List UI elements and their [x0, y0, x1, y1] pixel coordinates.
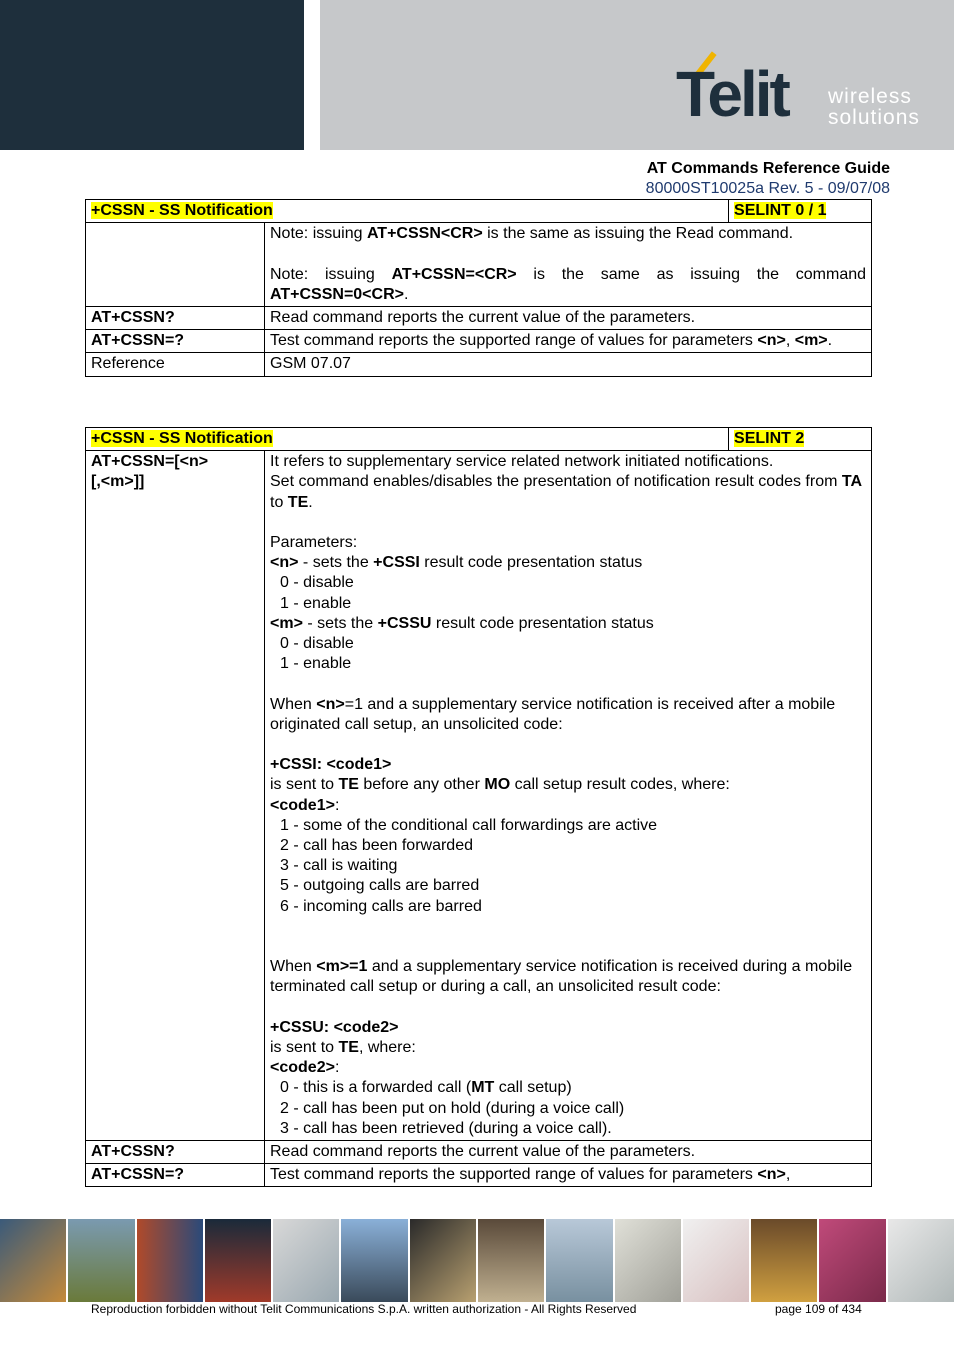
selint-badge: SELINT 0 / 1 [734, 202, 827, 219]
table-row [86, 451, 872, 1141]
command-name: AT+CSSN=? [91, 332, 185, 350]
command-name: AT+CSSN? [91, 309, 175, 326]
table-row [86, 1164, 872, 1187]
photo-tile [615, 1219, 681, 1302]
note-cell: Note: issuing AT+CSSN<CR> is the same as issuing the Read command. Note: issuing AT+CSSN=<CR> is the same as issuing the command AT+CSSN=0<CR>. [265, 223, 872, 307]
set-command-description: It refers to supplementary service related network initiated notifications. Set command enables/disables the presentation of notification result codes from TA to TE. Parameters: <n> - sets the +CSSI result code presentation status 0 - disable 1 - enable <m> - sets the +CSSU result code presentation status 0 - disable 1 - enable When <n>=1 and a supplementary service notification is received after a mobile originated call setup, an unsolicited code: +CSSI: <code1> is sent to TE before any other MO call setup result codes, where: <code1>: 1 - some of the conditional call forwardings are active 2 - call has been forwarded 3 - call is waiting 5 - outgoing calls are barred 6 - incoming calls are barred When <m>=1 and a supplementary service notification is received during a mobile terminated call setup or during a call, an unsolicited result code: +CSSU: <code2> is sent to TE, where: <code2>: 0 - this is a forwarded call (MT call setup) 2 - call has been put on hold (during a voice call) 3 - call has been retrieved (during a voice call). [265, 451, 872, 1141]
photo-tile [888, 1219, 954, 1302]
command-table-selint-2 [85, 427, 872, 1187]
table-row [86, 1141, 872, 1164]
photo-tile [273, 1219, 339, 1302]
selint-badge: SELINT 2 [734, 430, 805, 447]
reference-label: Reference [86, 353, 265, 376]
table-row [86, 223, 872, 307]
table-header-row [86, 200, 872, 223]
command-description: Test command reports the supported range of values for parameters <n>, [265, 1164, 872, 1187]
document-number: 80000ST10025a Rev. 5 - 09/07/08 [645, 180, 890, 197]
photo-tile [683, 1219, 749, 1302]
photo-tile [410, 1219, 476, 1302]
logo-tagline: wireless solutions [828, 85, 920, 129]
table-header-row [86, 428, 872, 451]
reference-value: GSM 07.07 [265, 353, 872, 376]
photo-tile [137, 1219, 203, 1302]
command-table-selint-0-1 [85, 199, 872, 377]
photo-tile [751, 1219, 817, 1302]
command-description: Read command reports the current value of the parameters. [265, 1141, 872, 1164]
photo-tile [0, 1219, 66, 1302]
photo-tile [819, 1219, 885, 1302]
command-description: Read command reports the current value of the parameters. [265, 307, 872, 330]
photo-tile [68, 1219, 134, 1302]
photo-tile [205, 1219, 271, 1302]
photo-tile [546, 1219, 612, 1302]
photo-tile [478, 1219, 544, 1302]
copyright-notice: Reproduction forbidden without Telit Communications S.p.A. written authorization - All Rights Reserved [91, 1302, 637, 1316]
table-row [86, 330, 872, 353]
table-row [86, 307, 872, 330]
header-dark-panel [0, 0, 304, 150]
table-row [86, 353, 872, 376]
command-name: AT+CSSN=? [91, 1166, 185, 1184]
command-name: AT+CSSN? [91, 1143, 175, 1161]
telit-logo [676, 48, 936, 132]
document-title-block [646, 159, 890, 199]
table-title: +CSSN - SS Notification [91, 202, 273, 219]
table-title: +CSSN - SS Notification [91, 430, 273, 447]
footer-image-strip [0, 1219, 954, 1302]
photo-tile [341, 1219, 407, 1302]
command-name: AT+CSSN=[<n> [,<m>]] [91, 453, 209, 491]
command-description: Test command reports the supported range of values for parameters <n>, <m>. [265, 330, 872, 353]
logo-wordmark: Telit [676, 58, 788, 130]
document-title: AT Commands Reference Guide [646, 160, 890, 177]
page-number: page 109 of 434 [775, 1302, 862, 1316]
